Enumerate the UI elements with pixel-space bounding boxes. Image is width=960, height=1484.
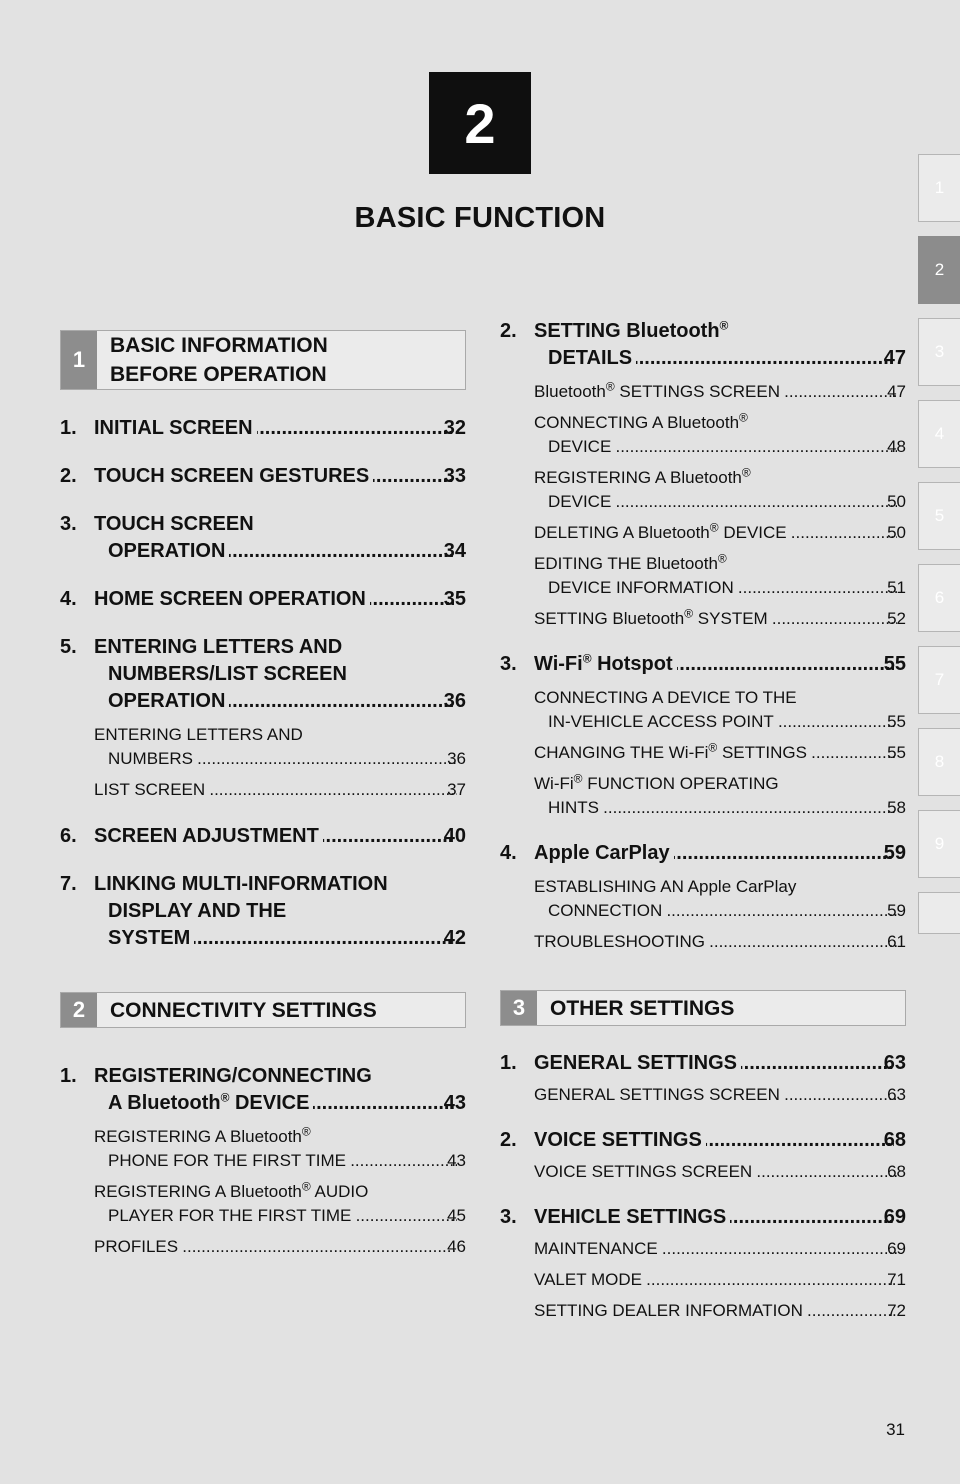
subentry-title: DELETING A Bluetooth [534,523,710,542]
entry-title: DETAILS [548,347,633,369]
entry-number: 4. [60,588,77,610]
toc-entry[interactable] [60,634,466,715]
subentry-title: HINTS [548,798,599,817]
entry-number: 5. [60,636,77,658]
toc-subentry[interactable]: Wi-Fi® FUNCTION OPERATING HINTS ..... 58 [534,772,906,820]
entry-number: 2. [60,465,77,487]
entry-title: LINKING MULTI-INFORMATION [94,873,388,895]
entry-title: TOUCH SCREEN GESTURES [94,465,370,487]
entry-title: GENERAL SETTINGS [534,1052,737,1074]
subentry-title: CONNECTING A DEVICE TO THE [534,688,797,707]
entry-number: 2. [500,1129,517,1151]
subentry-page: 45 [447,1206,466,1225]
entry-page: 43 [443,1092,466,1114]
subentry-title: DEVICE INFORMATION [548,578,734,597]
entry-title: INITIAL SCREEN [94,417,253,439]
subentry-page: 63 [887,1085,906,1104]
entry-number: 3. [500,1206,517,1228]
subentry-page: 51 [887,578,906,597]
entry-number: 3. [60,513,77,535]
entry-title: Wi-Fi [534,653,583,675]
toc-subentry[interactable]: CHANGING THE Wi-Fi® SETTINGS ..... 55 [534,741,906,765]
entry-title: DISPLAY AND THE [108,900,287,922]
toc-subentry[interactable] [534,1237,906,1261]
toc-subentry[interactable] [534,1160,906,1184]
entry-title: ENTERING LETTERS AND [94,636,343,658]
subentry-title: DEVICE [548,437,612,456]
section-number: 3 [501,991,537,1025]
subentry-title: REGISTERING A Bluetooth [534,468,742,487]
subentry-page: 58 [887,798,906,817]
subentry-page: 46 [447,1237,466,1256]
subentry-title: VOICE SETTINGS SCREEN [534,1162,753,1181]
subentry-title: SETTING Bluetooth [534,609,685,628]
subentry-title: LIST SCREEN [94,780,206,799]
chapter-tabs [918,154,960,948]
toc-entry[interactable] [60,415,466,442]
subentry-title: DEVICE [548,492,612,511]
subentry-title: CONNECTING A Bluetooth [534,413,740,432]
toc-subentry[interactable]: SETTING Bluetooth® SYSTEM ..... 52 [534,607,906,631]
entry-page: 68 [883,1129,906,1151]
left-column [60,330,466,1259]
tab-5[interactable]: 5 [918,482,960,550]
subentry-title: Wi-Fi [534,774,574,793]
entry-number: 3. [500,653,517,675]
entry-title: SCREEN ADJUSTMENT [94,825,319,847]
toc-entry[interactable] [60,823,466,850]
toc-entry[interactable]: 2. SETTING Bluetooth® DETAILS ..... 47 [500,318,906,372]
entry-title: OPERATION [108,690,226,712]
subentry-title: EDITING THE Bluetooth [534,554,718,573]
toc-subentry[interactable] [94,723,466,771]
subentry-page: 68 [887,1162,906,1181]
entry-title: A Bluetooth® DEVICE [108,1090,310,1114]
toc-subentry[interactable]: Bluetooth® SETTINGS SCREEN ..... 47 [534,380,906,404]
subentry-page: 72 [887,1301,906,1320]
subentry-page: 55 [887,743,906,762]
toc-entry[interactable]: 3. Wi-Fi® Hotspot ..... 55 [500,651,906,678]
subentry-title: VALET MODE [534,1270,643,1289]
entry-title: VOICE SETTINGS [534,1129,702,1151]
entry-page: 47 [883,347,906,369]
toc-subentry[interactable] [534,1083,906,1107]
subentry-page: 47 [887,382,906,401]
entry-page: 35 [443,588,466,610]
entry-title: OPERATION [108,540,226,562]
toc-entry[interactable] [60,586,466,613]
entry-page: 32 [443,417,466,439]
subentry-page: 48 [887,437,906,456]
tab-4[interactable]: 4 [918,400,960,468]
subentry-title: IN-VEHICLE ACCESS POINT [548,712,774,731]
entry-title: Apple CarPlay [534,842,670,864]
section-number: 1 [61,331,97,389]
toc-entry[interactable] [500,1127,906,1154]
section-header-2 [60,992,466,1028]
entry-number: 4. [500,842,517,864]
entry-page: 34 [443,540,466,562]
chapter-number-box [429,72,531,174]
chapter-number: 2 [464,91,496,155]
toc-entry[interactable] [500,840,906,867]
subentry-page: 50 [887,523,906,542]
section-title: CONNECTIVITY SETTINGS [110,998,377,1022]
toc-entry[interactable] [60,511,466,565]
entry-number: 1. [60,417,77,439]
subentry-page: 43 [447,1151,466,1170]
tab-1[interactable]: 1 [918,154,960,222]
entry-title: SETTING Bluetooth [534,320,720,342]
subentry-page: 52 [887,609,906,628]
subentry-title: SETTING DEALER INFORMATION [534,1301,803,1320]
entry-page: 59 [883,842,906,864]
subentry-title: PROFILES [94,1237,179,1256]
section-title-line: BEFORE OPERATION [110,363,327,386]
page-number: 31 [886,1420,905,1439]
entry-page: 42 [443,927,466,949]
entry-title: REGISTERING/CONNECTING [94,1065,372,1087]
section-title [97,331,328,389]
toc-subentry[interactable] [534,1268,906,1292]
right-column [500,318,906,1323]
chapter-title: BASIC FUNCTION [354,202,606,234]
toc-subentry[interactable] [94,1235,466,1259]
tab-6[interactable]: 6 [918,564,960,632]
entry-title: SYSTEM [108,927,191,949]
subentry-page: 55 [887,712,906,731]
toc-subentry[interactable] [534,1299,906,1323]
subentry-title: PHONE FOR THE FIRST TIME [108,1151,347,1170]
entry-page: 63 [883,1052,906,1074]
section-header-3 [500,990,906,1026]
toc-subentry[interactable]: REGISTERING A Bluetooth® DEVICE ..... 50 [534,466,906,514]
toc-entry[interactable] [60,871,466,952]
section-number: 2 [61,993,97,1027]
subentry-title: REGISTERING A Bluetooth [94,1182,302,1201]
tab-9[interactable]: 9 [918,810,960,878]
tab-8[interactable]: 8 [918,728,960,796]
subentry-title: MAINTENANCE [534,1239,658,1258]
entry-number: 6. [60,825,77,847]
subentry-title: Bluetooth [534,382,606,401]
entry-title: TOUCH SCREEN [94,513,254,535]
toc-subentry[interactable] [534,875,906,923]
toc-entry[interactable] [60,1063,466,1117]
section-header-1 [60,330,466,390]
entry-number: 1. [500,1052,517,1074]
section-title: OTHER SETTINGS [550,996,735,1020]
toc-entry[interactable] [60,463,466,490]
subentry-title: ENTERING LETTERS AND [94,725,303,744]
subentry-page: 37 [447,780,466,799]
subentry-title: TROUBLESHOOTING [534,932,705,951]
entry-number: 7. [60,873,77,895]
entry-title: VEHICLE SETTINGS [534,1206,727,1228]
tab-2[interactable]: 2 [918,236,960,304]
entry-title: NUMBERS/LIST SCREEN [108,663,347,685]
subentry-title: REGISTERING A Bluetooth [94,1127,302,1146]
tab-blank[interactable] [918,892,960,934]
toc-entry[interactable] [500,1050,906,1077]
entry-number: 1. [60,1065,77,1087]
subentry-title: CONNECTION [548,901,663,920]
subentry-page: 59 [887,901,906,920]
toc-subentry[interactable]: REGISTERING A Bluetooth® PHONE FOR THE FIRST TIME ..... 43 [94,1125,466,1173]
tab-3[interactable]: 3 [918,318,960,386]
subentry-page: 71 [887,1270,906,1289]
entry-page: 69 [883,1206,906,1228]
toc-subentry[interactable]: CONNECTING A Bluetooth® DEVICE ..... 48 [534,411,906,459]
subentry-page: 36 [447,749,466,768]
section-title-line: BASIC INFORMATION [110,334,328,357]
subentry-title: ESTABLISHING AN Apple CarPlay [534,877,797,896]
toc-subentry[interactable] [534,686,906,734]
subentry-page: 69 [887,1239,906,1258]
toc-subentry[interactable]: EDITING THE Bluetooth® DEVICE INFORMATION ..... 51 [534,552,906,600]
entry-page: 33 [443,465,466,487]
entry-page: 55 [883,653,906,675]
subentry-title: GENERAL SETTINGS SCREEN [534,1085,780,1104]
toc-subentry[interactable] [534,930,906,954]
toc-subentry[interactable]: REGISTERING A Bluetooth® AUDIO PLAYER FOR THE FIRST TIME ..... 45 [94,1180,466,1228]
subentry-page: 50 [887,492,906,511]
tab-7[interactable]: 7 [918,646,960,714]
toc-subentry[interactable] [94,778,466,802]
entry-number: 2. [500,320,517,342]
entry-page: 40 [443,825,466,847]
subentry-title: CHANGING THE Wi-Fi [534,743,709,762]
entry-page: 36 [443,690,466,712]
subentry-title: NUMBERS [108,749,194,768]
toc-entry[interactable] [500,1204,906,1231]
subentry-title: PLAYER FOR THE FIRST TIME [108,1206,352,1225]
subentry-page: 61 [887,932,906,951]
toc-subentry[interactable]: DELETING A Bluetooth® DEVICE ..... 50 [534,521,906,545]
entry-title: HOME SCREEN OPERATION [94,588,366,610]
